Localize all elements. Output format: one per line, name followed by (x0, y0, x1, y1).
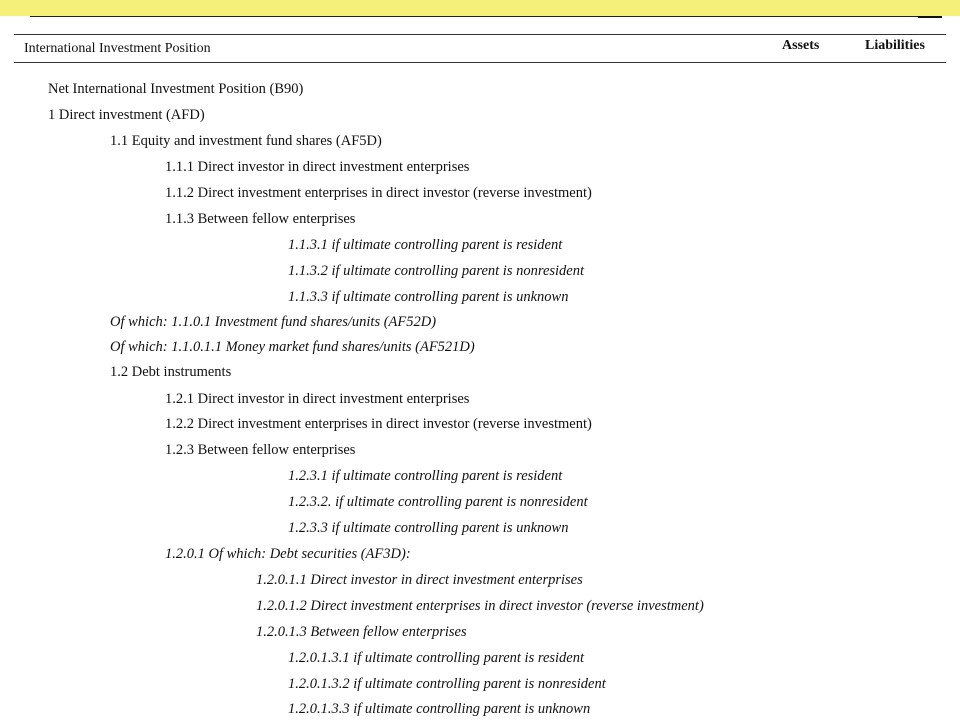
row-1-1-2: 1.1.2 Direct investment enterprises in direct investor (reverse investment) (165, 185, 592, 201)
row-1-2-0-1-3-2: 1.2.0.1.3.2 if ultimate controlling parent is nonresident (288, 676, 606, 692)
row-1-1-3-3: 1.1.3.3 if ultimate controlling parent is unknown (288, 289, 569, 305)
row-debt-instruments: 1.2 Debt instruments (110, 364, 232, 380)
row-1-2-0-1: 1.2.0.1 Of which: Debt securities (AF3D): (165, 546, 411, 562)
row-1-2-3-1: 1.2.3.1 if ultimate controlling parent is resident (288, 468, 563, 484)
row-net-iip: Net International Investment Position (B90) (48, 81, 304, 97)
row-1-1-1: 1.1.1 Direct investor in direct investment enterprises (165, 159, 470, 175)
top-rule-accent (918, 16, 942, 18)
row-of-which-1-1-0-1: Of which: 1.1.0.1 Investment fund shares/units (AF52D) (110, 314, 437, 330)
row-1-2-0-1-3: 1.2.0.1.3 Between fellow enterprises (256, 624, 467, 640)
row-1-1-3: 1.1.3 Between fellow enterprises (165, 211, 356, 227)
row-of-which-1-1-0-1-1: Of which: 1.1.0.1.1 Money market fund shares/units (AF521D) (110, 339, 475, 355)
assets-column-header: Assets (782, 38, 820, 53)
row-1-2-0-1-3-3: 1.2.0.1.3.3 if ultimate controlling parent is unknown (288, 701, 591, 717)
row-1-2-2: 1.2.2 Direct investment enterprises in direct investor (reverse investment) (165, 416, 592, 432)
row-1-2-3-3: 1.2.3.3 if ultimate controlling parent is unknown (288, 520, 569, 536)
row-1-2-0-1-3-1: 1.2.0.1.3.1 if ultimate controlling parent is resident (288, 650, 585, 666)
row-equity: 1.1 Equity and investment fund shares (AF5D) (110, 133, 382, 149)
row-1-1-3-1: 1.1.3.1 if ultimate controlling parent is resident (288, 237, 563, 253)
row-1-2-3-2: 1.2.3.2. if ultimate controlling parent is nonresident (288, 494, 588, 510)
row-1-2-3: 1.2.3 Between fellow enterprises (165, 442, 356, 458)
table-title: International Investment Position (24, 41, 211, 56)
row-1-1-3-2: 1.1.3.2 if ultimate controlling parent is nonresident (288, 263, 585, 279)
table-top-border (14, 34, 946, 35)
row-1-2-0-1-2: 1.2.0.1.2 Direct investment enterprises in direct investor (reverse investment) (256, 598, 704, 614)
row-direct-investment: 1 Direct investment (AFD) (48, 107, 205, 123)
top-rule (30, 16, 942, 17)
liabilities-column-header: Liabilities (865, 38, 925, 53)
top-highlight-band (0, 0, 960, 16)
row-1-2-1: 1.2.1 Direct investor in direct investment enterprises (165, 391, 470, 407)
table-header-border (14, 62, 946, 63)
row-1-2-0-1-1: 1.2.0.1.1 Direct investor in direct investment enterprises (256, 572, 583, 588)
